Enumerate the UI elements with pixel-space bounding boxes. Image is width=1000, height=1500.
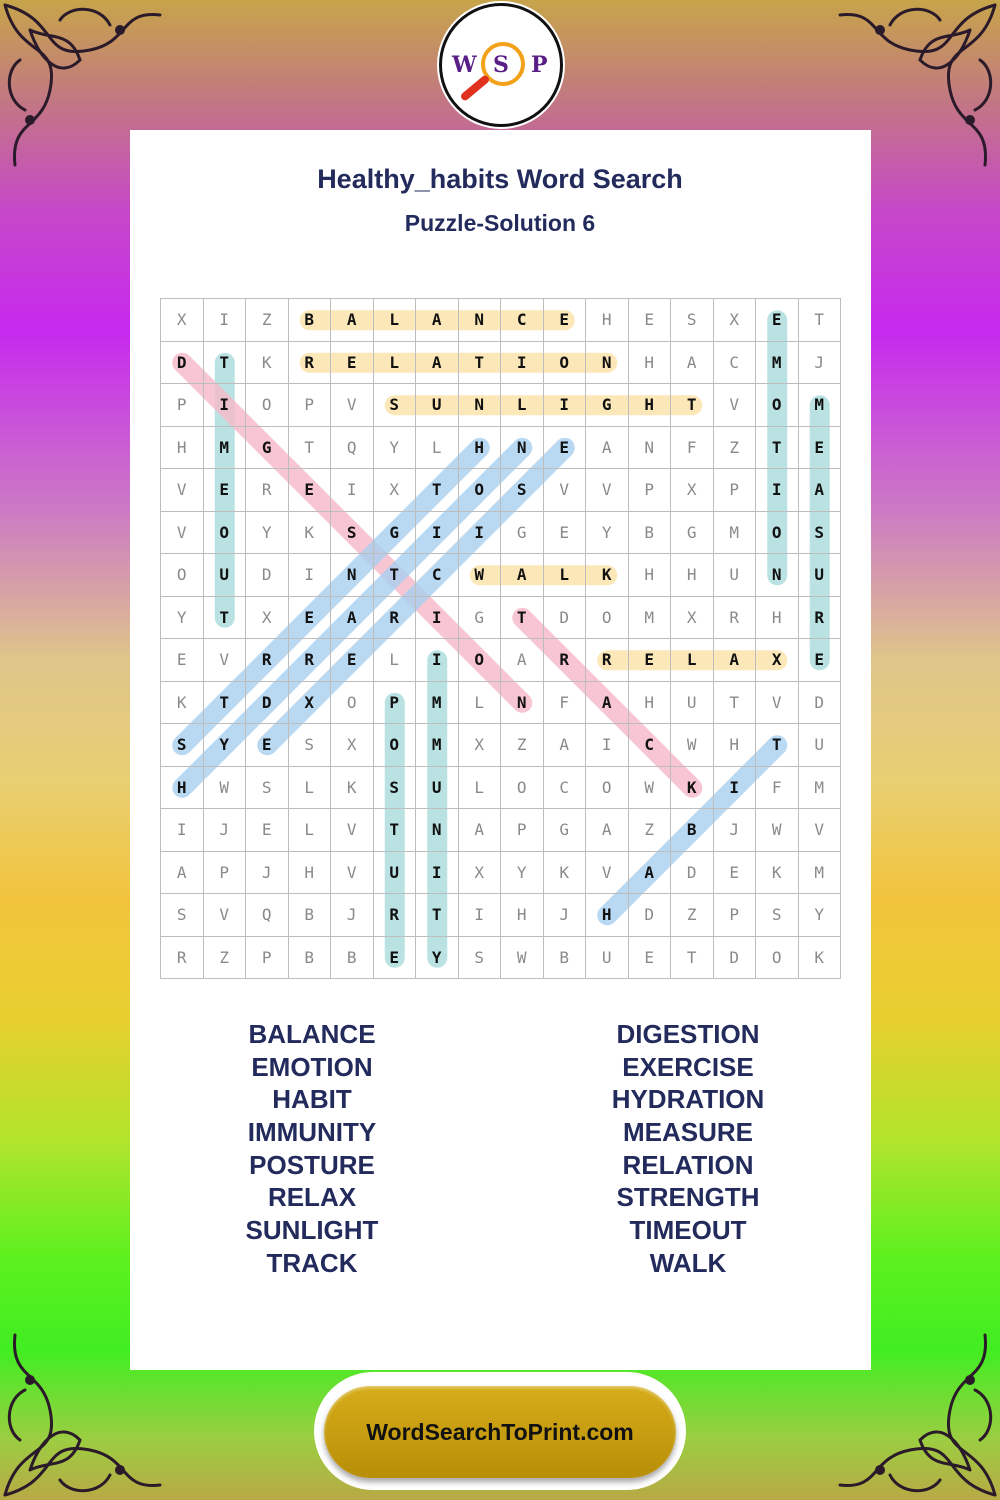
grid-cell[interactable]: I <box>289 554 332 597</box>
grid-cell[interactable]: P <box>374 682 417 725</box>
grid-cell[interactable]: E <box>629 937 672 980</box>
grid-cell[interactable]: K <box>289 512 332 555</box>
grid-cell[interactable]: A <box>416 299 459 342</box>
grid-cell[interactable]: V <box>204 894 247 937</box>
grid-cell[interactable]: S <box>374 767 417 810</box>
grid-cell[interactable]: H <box>501 894 544 937</box>
grid-cell[interactable]: T <box>374 809 417 852</box>
grid-cell[interactable]: E <box>544 299 587 342</box>
grid-cell[interactable]: D <box>161 342 204 385</box>
grid-cell[interactable]: A <box>671 342 714 385</box>
grid-cell[interactable]: P <box>161 384 204 427</box>
grid-cell[interactable]: B <box>671 809 714 852</box>
grid-cell[interactable]: H <box>459 427 502 470</box>
word-list-item: WALK <box>649 1247 727 1278</box>
grid-cell[interactable]: O <box>756 512 799 555</box>
grid-cell[interactable]: Z <box>629 809 672 852</box>
grid-cell[interactable]: B <box>289 937 332 980</box>
footer-badge <box>314 1372 686 1490</box>
word-list-item: IMMUNITY <box>247 1117 377 1148</box>
grid-cell[interactable]: M <box>799 384 842 427</box>
grid-cell[interactable]: I <box>459 894 502 937</box>
grid-cell[interactable]: E <box>799 639 842 682</box>
grid-cell[interactable]: B <box>331 937 374 980</box>
grid-cell[interactable]: H <box>629 384 672 427</box>
grid-cell[interactable]: E <box>756 299 799 342</box>
grid-cell[interactable]: K <box>161 682 204 725</box>
logo-letter-s: S <box>493 52 509 78</box>
grid-cell[interactable]: T <box>799 299 842 342</box>
grid-cell[interactable]: P <box>204 852 247 895</box>
grid-cell[interactable]: Z <box>501 724 544 767</box>
grid-cell[interactable]: D <box>246 682 289 725</box>
word-list-item: EMOTION <box>251 1051 373 1082</box>
logo-letter-p: P <box>531 52 548 78</box>
grid-cell[interactable]: M <box>416 682 459 725</box>
grid-cell[interactable]: I <box>416 512 459 555</box>
grid-cell[interactable]: X <box>671 597 714 640</box>
grid-cell[interactable]: T <box>756 427 799 470</box>
grid-cell[interactable]: M <box>799 767 842 810</box>
grid-cell[interactable]: V <box>544 469 587 512</box>
grid-cell[interactable]: X <box>289 682 332 725</box>
grid-cell[interactable]: P <box>629 469 672 512</box>
grid-cell[interactable]: S <box>331 512 374 555</box>
grid-cell[interactable]: N <box>629 427 672 470</box>
grid-cell[interactable]: X <box>671 469 714 512</box>
grid-cell[interactable]: Y <box>799 894 842 937</box>
grid-cell[interactable]: Y <box>161 597 204 640</box>
grid-cell[interactable]: S <box>289 724 332 767</box>
grid-cell[interactable]: X <box>331 724 374 767</box>
grid-cell[interactable]: G <box>544 809 587 852</box>
grid-cell[interactable]: C <box>501 299 544 342</box>
grid-cell[interactable]: L <box>374 342 417 385</box>
grid-cell[interactable]: H <box>714 724 757 767</box>
grid-cell[interactable]: J <box>331 894 374 937</box>
grid-cell[interactable]: I <box>586 724 629 767</box>
logo-letter-w: W <box>452 52 477 78</box>
grid-cell[interactable]: H <box>161 767 204 810</box>
grid-cell[interactable]: T <box>459 342 502 385</box>
grid-cell[interactable]: T <box>501 597 544 640</box>
grid-cell[interactable]: C <box>714 342 757 385</box>
grid-cell[interactable]: X <box>374 469 417 512</box>
word-list-right <box>538 1018 838 1280</box>
grid-cell[interactable]: R <box>586 639 629 682</box>
grid-cell[interactable]: T <box>671 384 714 427</box>
grid-cell[interactable]: U <box>799 724 842 767</box>
grid-cell[interactable]: V <box>331 809 374 852</box>
grid-cell[interactable]: I <box>204 299 247 342</box>
grid-cell[interactable]: E <box>629 299 672 342</box>
grid-cell[interactable]: R <box>246 639 289 682</box>
grid-cell[interactable]: U <box>416 767 459 810</box>
grid-cell[interactable]: L <box>289 809 332 852</box>
grid-cell[interactable]: U <box>374 852 417 895</box>
grid-cell[interactable]: N <box>459 299 502 342</box>
grid-cell[interactable]: A <box>331 597 374 640</box>
grid-cell[interactable]: I <box>161 809 204 852</box>
grid-cell[interactable]: M <box>204 427 247 470</box>
grid-cell[interactable]: J <box>246 852 289 895</box>
grid-cell[interactable]: N <box>756 554 799 597</box>
word-search-grid-area <box>160 298 841 979</box>
grid-cell[interactable]: T <box>714 682 757 725</box>
grid-cell[interactable]: K <box>544 852 587 895</box>
grid-cell[interactable]: O <box>459 469 502 512</box>
grid-cell[interactable]: V <box>331 384 374 427</box>
grid-cell[interactable]: O <box>586 597 629 640</box>
word-list-item: POSTURE <box>249 1149 375 1180</box>
grid-cell[interactable]: E <box>629 639 672 682</box>
grid-cell[interactable]: L <box>289 767 332 810</box>
grid-cell[interactable]: K <box>671 767 714 810</box>
grid-cell[interactable]: G <box>459 597 502 640</box>
grid-cell[interactable]: S <box>501 469 544 512</box>
grid-cell[interactable]: Z <box>671 894 714 937</box>
grid-cell[interactable]: N <box>459 384 502 427</box>
grid-cell[interactable]: E <box>161 639 204 682</box>
grid-cell[interactable]: O <box>246 384 289 427</box>
grid-cell[interactable]: Q <box>331 427 374 470</box>
wsp-logo[interactable] <box>439 3 563 127</box>
grid-cell[interactable]: H <box>586 299 629 342</box>
grid-cell[interactable]: T <box>671 937 714 980</box>
grid-cell[interactable]: Y <box>204 724 247 767</box>
grid-cell[interactable]: L <box>374 299 417 342</box>
grid-cell[interactable]: O <box>756 384 799 427</box>
grid-cell[interactable]: W <box>629 767 672 810</box>
site-link[interactable]: WordSearchToPrint.com <box>324 1386 676 1478</box>
grid-cell[interactable]: I <box>331 469 374 512</box>
grid-cell[interactable]: P <box>714 469 757 512</box>
grid-cell[interactable]: U <box>671 682 714 725</box>
grid-cell[interactable]: O <box>544 342 587 385</box>
grid-cell[interactable]: A <box>161 852 204 895</box>
grid-cell[interactable]: C <box>629 724 672 767</box>
grid-cell[interactable]: D <box>544 597 587 640</box>
grid-cell[interactable]: V <box>799 809 842 852</box>
grid-cell[interactable]: B <box>544 937 587 980</box>
grid-cell[interactable]: T <box>204 342 247 385</box>
grid-cell[interactable]: S <box>756 894 799 937</box>
grid-cell[interactable]: X <box>459 724 502 767</box>
grid-cell[interactable]: Z <box>246 299 289 342</box>
word-list-item: RELAX <box>267 1182 357 1213</box>
grid-cell[interactable]: V <box>756 682 799 725</box>
grid-cell[interactable]: G <box>586 384 629 427</box>
grid-cell[interactable]: X <box>756 639 799 682</box>
grid-cell[interactable]: O <box>459 639 502 682</box>
grid-cell[interactable]: R <box>374 597 417 640</box>
grid-cell[interactable]: L <box>459 682 502 725</box>
grid-cell[interactable]: I <box>416 852 459 895</box>
grid-cell[interactable]: R <box>799 597 842 640</box>
grid-cell[interactable]: E <box>374 937 417 980</box>
grid-cell[interactable]: W <box>204 767 247 810</box>
grid-cell[interactable]: N <box>501 682 544 725</box>
grid-cell[interactable]: X <box>246 597 289 640</box>
grid-cell[interactable]: L <box>671 639 714 682</box>
grid-cell[interactable]: Y <box>246 512 289 555</box>
grid-cell[interactable]: K <box>246 342 289 385</box>
grid-cell[interactable]: H <box>756 597 799 640</box>
grid-cell[interactable]: A <box>501 554 544 597</box>
grid-cell[interactable]: E <box>246 724 289 767</box>
grid-cell[interactable]: W <box>671 724 714 767</box>
grid-cell[interactable]: D <box>629 894 672 937</box>
grid-cell[interactable]: U <box>586 937 629 980</box>
grid-cell[interactable]: I <box>756 469 799 512</box>
grid-cell[interactable]: L <box>416 427 459 470</box>
grid-cell[interactable]: M <box>799 852 842 895</box>
grid-cell[interactable]: Y <box>586 512 629 555</box>
grid-cell[interactable]: O <box>501 767 544 810</box>
word-list-left <box>162 1018 462 1280</box>
grid-cell[interactable]: E <box>204 469 247 512</box>
word-list-item: TRACK <box>266 1247 358 1278</box>
word-list-item: TIMEOUT <box>629 1215 747 1246</box>
grid-cell[interactable]: A <box>629 852 672 895</box>
grid-cell[interactable]: V <box>161 469 204 512</box>
grid-cell[interactable]: H <box>161 427 204 470</box>
grid-cell[interactable]: I <box>459 512 502 555</box>
grid-cell[interactable]: R <box>289 639 332 682</box>
grid-cell[interactable]: A <box>544 724 587 767</box>
grid-cell[interactable]: X <box>714 299 757 342</box>
grid-cell[interactable]: N <box>331 554 374 597</box>
grid-cell[interactable]: Z <box>714 427 757 470</box>
grid-cell[interactable]: K <box>331 767 374 810</box>
grid-cell[interactable]: N <box>586 342 629 385</box>
grid-cell[interactable]: I <box>714 767 757 810</box>
grid-cell[interactable]: C <box>416 554 459 597</box>
grid-cell[interactable]: D <box>246 554 289 597</box>
grid-cell[interactable]: O <box>374 724 417 767</box>
grid-cell[interactable]: S <box>374 384 417 427</box>
grid-cell[interactable]: A <box>714 639 757 682</box>
grid-cell[interactable]: I <box>416 639 459 682</box>
grid-cell[interactable]: S <box>459 937 502 980</box>
grid-cell[interactable]: B <box>289 894 332 937</box>
grid-cell[interactable]: J <box>799 342 842 385</box>
grid-cell[interactable]: I <box>416 597 459 640</box>
grid-cell[interactable]: A <box>586 427 629 470</box>
grid-cell[interactable]: F <box>756 767 799 810</box>
grid-cell[interactable]: S <box>161 724 204 767</box>
word-list-item: BALANCE <box>248 1019 376 1049</box>
grid-cell[interactable]: E <box>289 597 332 640</box>
grid-cell[interactable]: J <box>544 894 587 937</box>
grid-cell[interactable]: V <box>714 384 757 427</box>
grid-cell[interactable]: G <box>501 512 544 555</box>
grid-cell[interactable]: R <box>714 597 757 640</box>
word-list-item: SUNLIGHT <box>245 1215 379 1246</box>
grid-cell[interactable]: V <box>204 639 247 682</box>
grid-cell[interactable]: E <box>799 427 842 470</box>
grid-cell[interactable]: T <box>756 724 799 767</box>
grid-cell[interactable]: I <box>544 384 587 427</box>
grid-cell[interactable]: G <box>374 512 417 555</box>
letter-grid <box>160 298 841 979</box>
word-list-item: MEASURE <box>622 1117 753 1148</box>
grid-cell[interactable]: A <box>331 299 374 342</box>
grid-cell[interactable]: P <box>246 937 289 980</box>
grid-cell[interactable]: Z <box>204 937 247 980</box>
grid-cell[interactable]: P <box>714 894 757 937</box>
grid-cell[interactable]: G <box>246 427 289 470</box>
grid-cell[interactable]: L <box>501 384 544 427</box>
grid-cell[interactable]: A <box>799 469 842 512</box>
grid-cell[interactable]: E <box>544 427 587 470</box>
grid-cell[interactable]: Y <box>501 852 544 895</box>
grid-cell[interactable]: Y <box>374 427 417 470</box>
magnifier-handle <box>459 74 490 102</box>
grid-cell[interactable]: E <box>331 342 374 385</box>
word-list-item: HYDRATION <box>611 1084 765 1115</box>
grid-cell[interactable]: T <box>416 894 459 937</box>
grid-cell[interactable]: C <box>544 767 587 810</box>
grid-cell[interactable]: V <box>161 512 204 555</box>
grid-cell[interactable]: I <box>204 384 247 427</box>
grid-cell[interactable]: E <box>246 809 289 852</box>
grid-cell[interactable]: J <box>714 809 757 852</box>
grid-cell[interactable]: O <box>756 937 799 980</box>
grid-cell[interactable]: A <box>459 809 502 852</box>
grid-cell[interactable]: E <box>331 639 374 682</box>
grid-cell[interactable]: R <box>161 937 204 980</box>
word-list-item: STRENGTH <box>616 1182 760 1213</box>
grid-cell[interactable]: W <box>459 554 502 597</box>
grid-cell[interactable]: W <box>501 937 544 980</box>
grid-cell[interactable]: V <box>586 469 629 512</box>
grid-cell[interactable]: S <box>161 894 204 937</box>
grid-cell[interactable]: S <box>671 299 714 342</box>
grid-cell[interactable]: M <box>756 342 799 385</box>
grid-cell[interactable]: T <box>204 682 247 725</box>
grid-cell[interactable]: U <box>714 554 757 597</box>
grid-cell[interactable]: O <box>161 554 204 597</box>
grid-cell[interactable]: J <box>204 809 247 852</box>
grid-cell[interactable]: O <box>586 767 629 810</box>
grid-cell[interactable]: A <box>416 342 459 385</box>
grid-cell[interactable]: A <box>586 809 629 852</box>
grid-cell[interactable]: H <box>586 894 629 937</box>
grid-cell[interactable]: T <box>374 554 417 597</box>
grid-cell[interactable]: L <box>544 554 587 597</box>
grid-cell[interactable]: M <box>714 512 757 555</box>
grid-cell[interactable]: R <box>246 469 289 512</box>
grid-cell[interactable]: U <box>799 554 842 597</box>
grid-cell[interactable]: M <box>416 724 459 767</box>
grid-cell[interactable]: F <box>671 427 714 470</box>
grid-cell[interactable]: M <box>629 597 672 640</box>
grid-cell[interactable]: U <box>204 554 247 597</box>
grid-cell[interactable]: V <box>586 852 629 895</box>
grid-cell[interactable]: V <box>331 852 374 895</box>
grid-cell[interactable]: P <box>289 384 332 427</box>
grid-cell[interactable]: X <box>161 299 204 342</box>
grid-cell[interactable]: K <box>756 852 799 895</box>
grid-cell[interactable]: H <box>289 852 332 895</box>
grid-cell[interactable]: X <box>459 852 502 895</box>
grid-cell[interactable]: T <box>289 427 332 470</box>
grid-cell[interactable]: L <box>374 639 417 682</box>
grid-cell[interactable]: B <box>289 299 332 342</box>
grid-cell[interactable]: I <box>501 342 544 385</box>
grid-cell[interactable]: H <box>629 682 672 725</box>
grid-cell[interactable]: T <box>204 597 247 640</box>
grid-cell[interactable]: E <box>289 469 332 512</box>
grid-cell[interactable]: S <box>246 767 289 810</box>
grid-cell[interactable]: H <box>629 554 672 597</box>
grid-cell[interactable]: P <box>501 809 544 852</box>
grid-cell[interactable]: O <box>204 512 247 555</box>
grid-cell[interactable]: K <box>799 937 842 980</box>
grid-cell[interactable]: U <box>416 384 459 427</box>
grid-cell[interactable]: S <box>799 512 842 555</box>
grid-cell[interactable]: W <box>756 809 799 852</box>
grid-cell[interactable]: Y <box>416 937 459 980</box>
word-list-item: EXERCISE <box>622 1051 754 1082</box>
grid-cell[interactable]: A <box>501 639 544 682</box>
grid-cell[interactable]: N <box>416 809 459 852</box>
word-list-item: RELATION <box>622 1149 754 1180</box>
word-list-item: HABIT <box>272 1084 352 1115</box>
page-title: Healthy_habits Word Search <box>317 164 683 194</box>
grid-cell[interactable]: E <box>544 512 587 555</box>
grid-cell[interactable]: T <box>416 469 459 512</box>
grid-cell[interactable]: A <box>586 682 629 725</box>
grid-cell[interactable]: B <box>629 512 672 555</box>
grid-cell[interactable]: N <box>501 427 544 470</box>
grid-cell[interactable]: F <box>544 682 587 725</box>
grid-cell[interactable]: H <box>671 554 714 597</box>
grid-cell[interactable]: H <box>629 342 672 385</box>
page-subtitle: Puzzle-Solution 6 <box>404 210 596 236</box>
grid-cell[interactable]: R <box>289 342 332 385</box>
grid-cell[interactable]: D <box>799 682 842 725</box>
grid-cell[interactable]: R <box>544 639 587 682</box>
grid-cell[interactable]: R <box>374 894 417 937</box>
grid-cell[interactable]: O <box>331 682 374 725</box>
grid-cell[interactable]: Q <box>246 894 289 937</box>
word-list-item: DIGESTION <box>616 1019 760 1049</box>
grid-cell[interactable]: E <box>714 852 757 895</box>
grid-cell[interactable]: G <box>671 512 714 555</box>
grid-cell[interactable]: L <box>459 767 502 810</box>
grid-cell[interactable]: D <box>714 937 757 980</box>
grid-cell[interactable]: K <box>586 554 629 597</box>
grid-cell[interactable]: D <box>671 852 714 895</box>
